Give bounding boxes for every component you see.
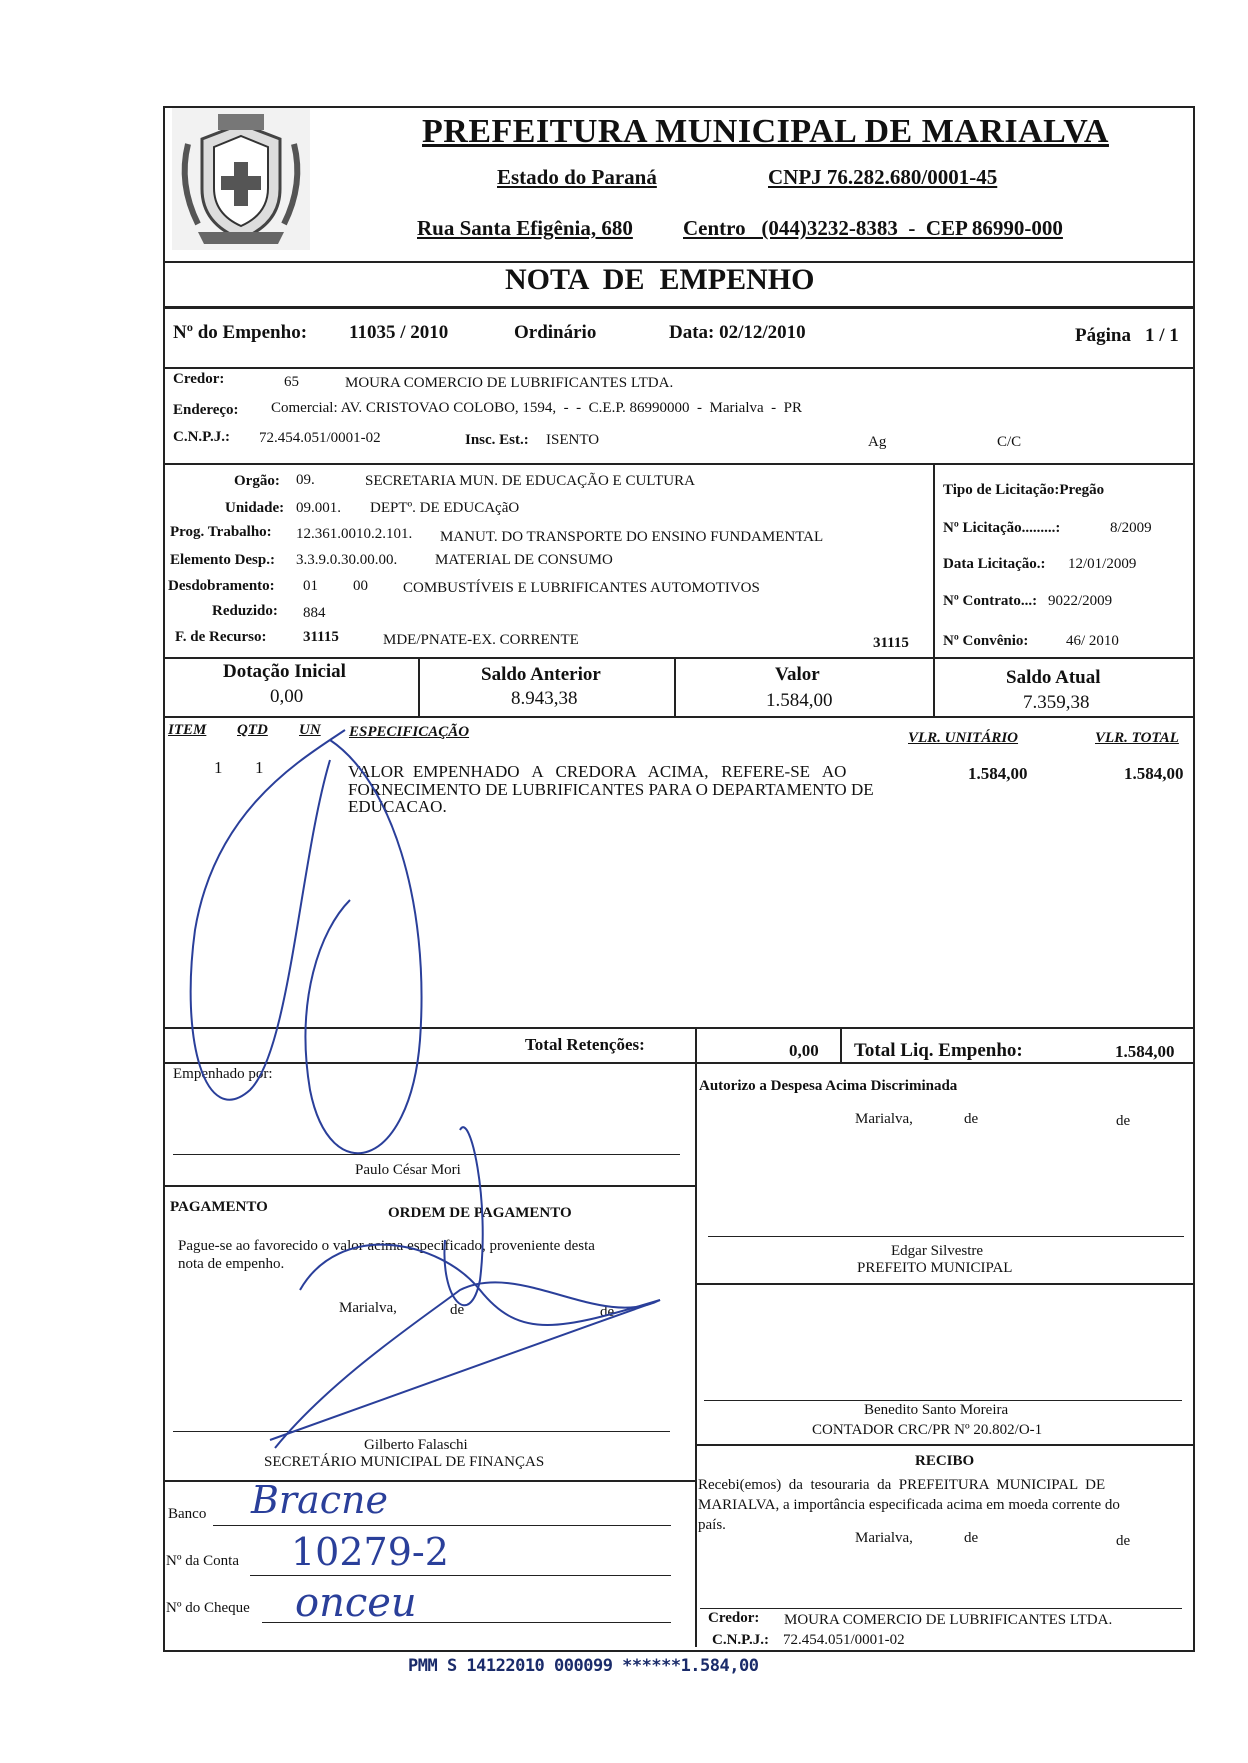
signature-line xyxy=(708,1236,1184,1237)
saldo-anterior-label: Saldo Anterior xyxy=(481,664,601,685)
autorizo-city: Marialva, xyxy=(855,1111,913,1127)
cc-label: C/C xyxy=(997,434,1022,450)
banco-handwritten: Bracne xyxy=(251,1478,388,1522)
pagamento-role: SECRETÁRIO MUNICIPAL DE FINANÇAS xyxy=(264,1454,545,1470)
valor-value: 1.584,00 xyxy=(766,690,833,711)
orgao-code: 09. xyxy=(296,472,315,488)
recibo-de: de xyxy=(1116,1533,1131,1549)
recurso-code-2: 31115 xyxy=(873,635,909,651)
recurso-code: 31115 xyxy=(303,629,339,645)
pagamento-de: de xyxy=(600,1304,615,1320)
item-total-value: 1.584,00 xyxy=(1124,764,1184,783)
doc-title: NOTA DE EMPENHO xyxy=(505,263,815,296)
insc-value: ISENTO xyxy=(546,432,600,448)
licitacao-date-label: Data Licitação.: xyxy=(943,556,1046,572)
recibo-city: Marialva, xyxy=(855,1530,913,1546)
valor-label: Valor xyxy=(775,664,820,685)
page-number: 1 / 1 xyxy=(1145,325,1179,346)
elemento-label: Elemento Desp.: xyxy=(170,552,275,568)
address-label: Endereço: xyxy=(173,402,239,418)
page-label: Página xyxy=(1075,325,1131,346)
autorizo-label: Autorizo a Despesa Acima Discriminada xyxy=(699,1078,958,1094)
dotacao-label: Dotação Inicial xyxy=(223,661,346,682)
unidade-name: DEPTº. DE EDUCAçãO xyxy=(370,500,520,516)
contador-role: CONTADOR CRC/PR Nº 20.802/O-1 xyxy=(812,1422,1043,1438)
divider xyxy=(695,1027,697,1647)
item-number: 1 xyxy=(214,758,223,777)
prog-label: Prog. Trabalho: xyxy=(170,524,272,540)
reduzido-label: Reduzido: xyxy=(212,603,278,619)
divider xyxy=(163,716,1195,718)
empenho-number: 11035 / 2010 xyxy=(349,322,449,343)
page-title: PREFEITURA MUNICIPAL DE MARIALVA xyxy=(422,113,1109,150)
unidade-code: 09.001. xyxy=(296,500,341,516)
contrato-value: 9022/2009 xyxy=(1048,593,1113,609)
desdobramento-name: COMBUSTÍVEIS E LUBRIFICANTES AUTOMOTIVOS xyxy=(403,580,760,596)
banco-line xyxy=(213,1525,671,1526)
empenhado-label: Empenhado por: xyxy=(173,1066,273,1082)
vlr-unitario-header: VLR. UNITÁRIO xyxy=(908,730,1019,746)
item-spec-line: FORNECIMENTO DE LUBRIFICANTES PARA O DEPARTAMENTO DE xyxy=(348,780,874,799)
insc-label: Insc. Est.: xyxy=(465,432,529,448)
qtd-header: QTD xyxy=(237,722,268,738)
total-liq-label: Total Liq. Empenho: xyxy=(854,1040,1023,1061)
credor-name: MOURA COMERCIO DE LUBRIFICANTES LTDA. xyxy=(345,375,674,391)
credor-code: 65 xyxy=(284,374,299,390)
recibo-text: Recebi(emos) da tesouraria da PREFEITURA MUNICIPAL DE xyxy=(698,1477,1106,1493)
retencoes-label: Total Retenções: xyxy=(525,1035,645,1054)
pagamento-text: nota de empenho. xyxy=(178,1256,285,1272)
desdobramento-label: Desdobramento: xyxy=(168,578,275,594)
signature-line xyxy=(173,1154,680,1155)
divider xyxy=(696,1444,1195,1446)
empenho-date: Data: 02/12/2010 xyxy=(669,322,806,343)
cnpj-field-label: C.N.P.J.: xyxy=(173,429,230,445)
orgao-name: SECRETARIA MUN. DE EDUCAÇÃO E CULTURA xyxy=(365,473,695,489)
divider xyxy=(163,463,1195,465)
recibo-de: de xyxy=(964,1530,979,1546)
contrato-label: Nº Contrato...: xyxy=(943,593,1038,609)
prog-name: MANUT. DO TRANSPORTE DO ENSINO FUNDAMENTAL xyxy=(440,529,824,545)
signature-line xyxy=(700,1608,1182,1609)
item-spec-line: EDUCACAO. xyxy=(348,797,447,816)
dotacao-value: 0,00 xyxy=(270,686,304,707)
banco-label: Banco xyxy=(168,1506,207,1522)
signature-line xyxy=(704,1400,1182,1401)
item-spec-line: VALOR EMPENHADO A CREDORA ACIMA, REFERE-SE AO xyxy=(348,762,847,781)
autorizo-role: PREFEITO MUNICIPAL xyxy=(857,1260,1013,1276)
credor-address: Comercial: AV. CRISTOVAO COLOBO, 1594, - - C.E.P. 86990000 - Marialva - PR xyxy=(271,400,802,416)
divider xyxy=(163,657,1195,659)
autorizo-de: de xyxy=(964,1111,979,1127)
empenhado-signer: Paulo César Mori xyxy=(355,1162,461,1178)
total-liq-value: 1.584,00 xyxy=(1115,1042,1175,1061)
empenho-number-label: Nº do Empenho: xyxy=(173,322,308,343)
licitacao-number: 8/2009 xyxy=(1110,520,1152,536)
divider xyxy=(163,1480,696,1482)
divider xyxy=(163,306,1195,309)
credor-label: Credor: xyxy=(173,371,225,387)
licitacao-date: 12/01/2009 xyxy=(1068,556,1137,572)
retencoes-value: 0,00 xyxy=(789,1041,819,1060)
pagamento-text: Pague-se ao favorecido o valor acima especificado, proveniente desta xyxy=(178,1238,595,1254)
reduzido-value: 884 xyxy=(303,605,326,621)
autorizo-signer: Edgar Silvestre xyxy=(891,1243,984,1259)
convenio-value: 46/ 2010 xyxy=(1066,633,1119,649)
cheque-handwritten: onceu xyxy=(295,1580,417,1626)
address-rest: Centro (044)3232-8383 - CEP 86990-000 xyxy=(683,216,1063,240)
conta-handwritten: 10279-2 xyxy=(291,1530,449,1574)
divider xyxy=(163,1062,1195,1064)
signature-line xyxy=(173,1431,670,1432)
item-unit-value: 1.584,00 xyxy=(968,764,1028,783)
divider xyxy=(163,1185,696,1187)
divider xyxy=(696,1283,1195,1285)
tipo-licitacao: Tipo de Licitação:Pregão xyxy=(943,482,1105,498)
licitacao-number-label: Nº Licitação.........: xyxy=(943,520,1061,536)
ordem-pagamento-label: ORDEM DE PAGAMENTO xyxy=(388,1205,572,1221)
divider xyxy=(163,367,1195,369)
divider xyxy=(163,1027,1195,1029)
pagamento-signer: Gilberto Falaschi xyxy=(364,1437,468,1453)
item-qtd: 1 xyxy=(255,758,264,777)
recibo-text: MARIALVA, a importância especificada acima em moeda corrente do xyxy=(698,1497,1120,1513)
saldo-anterior-value: 8.943,38 xyxy=(511,688,578,709)
pagamento-label: PAGAMENTO xyxy=(170,1199,268,1215)
pagamento-city: Marialva, xyxy=(339,1300,397,1316)
recurso-label: F. de Recurso: xyxy=(175,629,267,645)
elemento-name: MATERIAL DE CONSUMO xyxy=(435,552,613,568)
desdobramento-code2: 00 xyxy=(353,578,368,594)
credor-footer-cnpj: 72.454.051/0001-02 xyxy=(783,1632,905,1648)
address-street: Rua Santa Efigênia, 680 xyxy=(417,216,633,240)
empenho-type: Ordinário xyxy=(514,322,597,343)
credor-footer-cnpj-label: C.N.P.J.: xyxy=(712,1632,769,1648)
credor-footer-label: Credor: xyxy=(708,1610,760,1626)
convenio-label: Nº Convênio: xyxy=(943,633,1029,649)
unidade-label: Unidade: xyxy=(225,500,285,516)
especificacao-header: ESPECIFICAÇÃO xyxy=(349,724,470,740)
prog-code: 12.361.0010.2.101. xyxy=(296,526,413,542)
divider xyxy=(933,465,935,658)
pagamento-de: de xyxy=(450,1302,465,1318)
vlr-total-header: VLR. TOTAL xyxy=(1095,730,1179,746)
ag-label: Ag xyxy=(868,434,887,450)
credor-footer-name: MOURA COMERCIO DE LUBRIFICANTES LTDA. xyxy=(784,1612,1113,1628)
divider xyxy=(840,1027,842,1063)
saldo-atual-value: 7.359,38 xyxy=(1023,692,1090,713)
conta-label: Nº da Conta xyxy=(166,1553,239,1569)
recibo-text: país. xyxy=(698,1517,726,1533)
cheque-label: Nº do Cheque xyxy=(166,1600,250,1616)
credor-cnpj: 72.454.051/0001-02 xyxy=(259,430,381,446)
saldo-atual-label: Saldo Atual xyxy=(1006,667,1101,688)
contador-signer: Benedito Santo Moreira xyxy=(864,1402,1009,1418)
un-header: UN xyxy=(299,722,321,738)
divider xyxy=(933,657,935,716)
recurso-name: MDE/PNATE-EX. CORRENTE xyxy=(383,632,579,648)
mechanical-stamp: PMM S 14122010 000099 ******1.584,00 xyxy=(408,1656,759,1676)
orgao-label: Orgão: xyxy=(234,473,280,489)
divider xyxy=(418,657,420,716)
coat-of-arms-logo xyxy=(168,104,314,254)
cnpj-label: CNPJ 76.282.680/0001-45 xyxy=(768,165,998,189)
conta-line xyxy=(250,1575,671,1576)
state-label: Estado do Paraná xyxy=(497,165,657,189)
elemento-code: 3.3.9.0.30.00.00. xyxy=(296,552,398,568)
autorizo-de: de xyxy=(1116,1113,1131,1129)
recibo-title: RECIBO xyxy=(915,1453,975,1469)
item-header: ITEM xyxy=(168,722,207,738)
desdobramento-code1: 01 xyxy=(303,578,318,594)
divider xyxy=(674,657,676,716)
